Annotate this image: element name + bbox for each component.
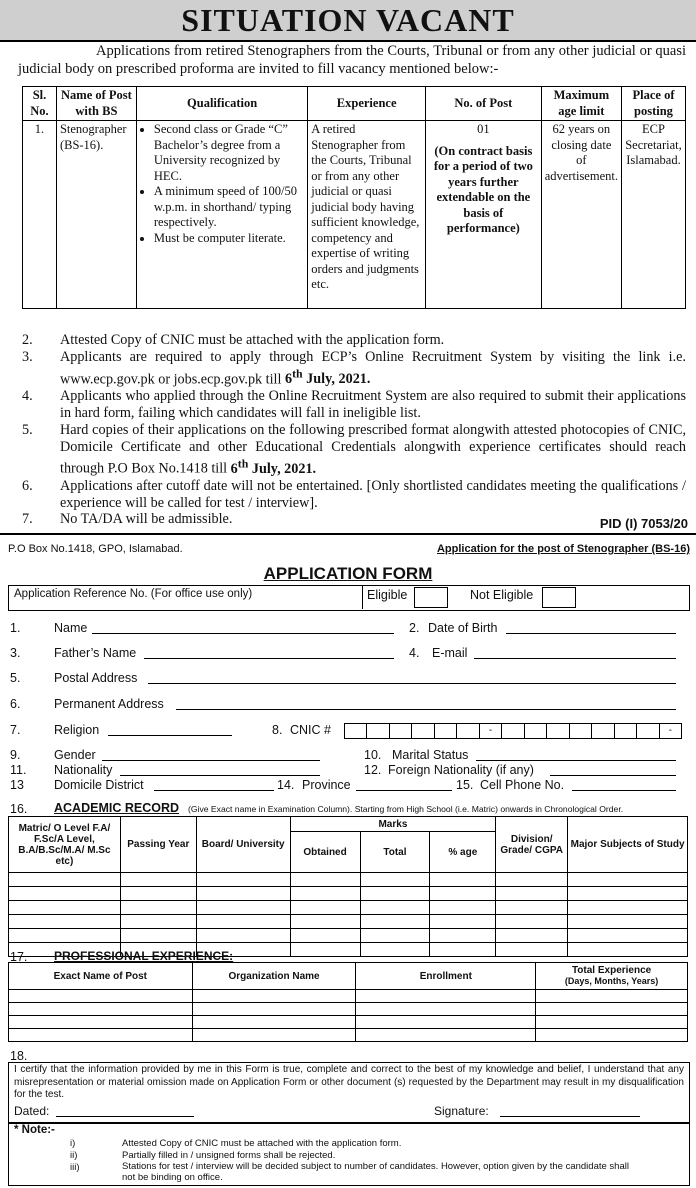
header-banner <box>0 0 696 42</box>
academic-cell[interactable] <box>360 901 430 915</box>
note-number: 6. <box>22 477 33 494</box>
academic-cell[interactable] <box>496 943 568 957</box>
professional-cell[interactable] <box>192 990 356 1003</box>
academic-cell[interactable] <box>196 887 290 901</box>
field-number: 14. <box>277 778 295 792</box>
professional-header-row <box>9 963 688 990</box>
signature-label: Signature: <box>434 1104 489 1118</box>
eligible-checkbox[interactable] <box>414 587 448 608</box>
academic-cell[interactable] <box>9 915 121 929</box>
academic-cell[interactable] <box>196 901 290 915</box>
academic-cell[interactable] <box>568 887 688 901</box>
academic-cell[interactable] <box>120 929 196 943</box>
academic-cell[interactable] <box>120 915 196 929</box>
professional-cell[interactable] <box>9 1003 193 1016</box>
field-number: 4. <box>409 646 420 660</box>
note-date: 6 <box>230 461 238 478</box>
dated-field[interactable] <box>56 1116 194 1117</box>
note-date: 6 <box>285 371 293 388</box>
cell-sl: 1. <box>23 121 57 309</box>
total-experience-sub: (Days, Months, Years) <box>564 976 659 986</box>
gender-label: Gender <box>54 748 96 762</box>
academic-cell[interactable] <box>120 873 196 887</box>
academic-cell[interactable] <box>290 943 360 957</box>
col-place: Place of posting <box>621 87 685 121</box>
cnic-digit-box[interactable] <box>615 723 637 739</box>
dob-field[interactable] <box>506 633 676 634</box>
note-text <box>60 422 686 478</box>
cnic-dash-box[interactable]: - <box>660 723 682 739</box>
cnic-digit-box[interactable] <box>525 723 547 739</box>
academic-cell[interactable] <box>360 943 430 957</box>
province-field[interactable] <box>356 790 452 791</box>
postal-address-label: Postal Address <box>54 671 138 685</box>
dated-label: Dated: <box>14 1104 50 1118</box>
col-experience: Experience <box>308 87 426 121</box>
cnic-digit-box[interactable] <box>592 723 614 739</box>
form-post-title: Application for the post of Stenographer (BS-16) <box>436 543 690 555</box>
field-number: 3. <box>10 646 21 660</box>
academic-cell[interactable] <box>430 915 496 929</box>
section-number: 16. <box>10 802 28 816</box>
cnic-digit-box[interactable] <box>435 723 457 739</box>
academic-cell[interactable] <box>120 887 196 901</box>
name-label: Name <box>54 621 88 635</box>
professional-row <box>9 1003 688 1016</box>
note-date-tail: July, 2021. <box>302 371 371 388</box>
cell-age-limit: 62 years on closing date of advertisement. <box>541 121 621 309</box>
academic-cell[interactable] <box>430 929 496 943</box>
cnic-digit-box[interactable] <box>547 723 569 739</box>
cnic-dash-box[interactable]: - <box>480 723 502 739</box>
field-number: 1. <box>10 621 21 635</box>
gender-field[interactable] <box>102 760 320 761</box>
cell-experience: A retired Stenographer from the Courts, Tribunal or from any other judicial or quasi judicial body having sufficient knowledge, competency and expertise of writing orders and judgments etc. <box>308 121 426 309</box>
cell-qualification <box>136 121 307 309</box>
form-title: APPLICATION FORM <box>263 564 433 583</box>
section-number: 18. <box>10 1049 28 1063</box>
permanent-address-field[interactable] <box>176 709 676 710</box>
col-qualification: Qualification <box>136 87 307 121</box>
page-title: SITUATION VACANT <box>181 2 515 38</box>
note-text: Applicants who applied through the Online Recruitment System are also required to submit their applications in hard form, failing which candidates will fall in ineligible list. <box>60 388 686 421</box>
footnote-number: ii) <box>70 1150 78 1161</box>
footnote-number: i) <box>70 1138 76 1149</box>
post-contract-note: (On contract basis for a period of two years further extendable on the basis of performance) <box>433 143 533 235</box>
field-number: 6. <box>10 697 21 711</box>
footnotes-label: * Note:- <box>14 1124 55 1136</box>
cnic-label: CNIC # <box>290 723 331 737</box>
cell-phone-label: Cell Phone No. <box>480 778 565 792</box>
professional-cell[interactable] <box>9 1016 193 1029</box>
footnote-text: Stations for test / interview will be decided subject to number of candidates. However, option given by the candidate shall not be binding on office. <box>122 1161 629 1183</box>
col-post-name: Exact Name of Post <box>9 963 193 990</box>
col-division: Division/ Grade/ CGPA <box>496 817 568 873</box>
field-number: 2. <box>409 621 420 635</box>
note-item <box>22 349 686 388</box>
col-total-experience <box>536 963 688 990</box>
religion-field[interactable] <box>108 735 232 736</box>
note-number: 7. <box>22 511 33 528</box>
foreign-nationality-field[interactable] <box>550 775 676 776</box>
note-item <box>22 422 686 478</box>
academic-cell[interactable] <box>360 929 430 943</box>
academic-cell[interactable] <box>430 901 496 915</box>
academic-cell[interactable] <box>9 887 121 901</box>
marital-status-label: Marital Status <box>392 748 469 762</box>
col-enrollment: Enrollment <box>356 963 536 990</box>
professional-table <box>8 962 688 1042</box>
section-number: 17. <box>10 950 28 964</box>
note-item <box>22 388 686 422</box>
professional-cell[interactable] <box>356 1029 536 1042</box>
col-exam: Matric/ O Level F.A/ F.Sc/A Level, B.A/B.Sc/M.A/ M.Sc etc) <box>9 817 121 873</box>
professional-row <box>9 1029 688 1042</box>
academic-cell[interactable] <box>196 873 290 887</box>
academic-row <box>9 901 688 915</box>
eligible-label: Eligible <box>367 588 408 602</box>
footnote-text: Attested Copy of CNIC must be attached with the application form. <box>122 1138 402 1149</box>
signature-field[interactable] <box>500 1116 640 1117</box>
professional-title: PROFESSIONAL EXPERIENCE: <box>54 949 234 963</box>
note-text: No TA/DA will be admissible. <box>60 511 233 528</box>
professional-cell[interactable] <box>536 1003 688 1016</box>
postal-address-field[interactable] <box>148 683 676 684</box>
cnic-digit-box[interactable] <box>390 723 412 739</box>
cnic-digit-box[interactable] <box>412 723 434 739</box>
section-divider <box>0 533 696 535</box>
academic-cell[interactable] <box>568 873 688 887</box>
notes-list <box>22 332 686 528</box>
col-obtained: Obtained <box>290 832 360 873</box>
certification-text: I certify that the information provided by me in this Form is true, complete and correct to the best of my knowledge and belief, I understand that any misrepresentation or material omission made on Application Form or other document (s) requested by the Department may result in my disqualification for the test. <box>14 1064 684 1100</box>
professional-cell[interactable] <box>536 1016 688 1029</box>
academic-note: (Give Exact name in Examination Column). Starting from High School (i.e. Matric) onwards in Chronological Order. <box>188 804 624 814</box>
academic-cell[interactable] <box>120 901 196 915</box>
professional-cell[interactable] <box>356 1003 536 1016</box>
col-total: Total <box>360 832 430 873</box>
col-organization: Organization Name <box>192 963 356 990</box>
name-field[interactable] <box>92 633 394 634</box>
academic-cell[interactable] <box>568 901 688 915</box>
intro-paragraph: Applications from retired Stenographers from the Courts, Tribunal or from any other judicial or quasi judicial body on prescribed proforma are invited to fill vacancy mentioned below:- <box>18 43 686 77</box>
vacancy-row <box>23 121 686 309</box>
note-body: Hard copies of their applications on the following prescribed format alongwith attested photocopies of CNIC, Domicile Certificate and other Educational Credentials alongwith experience certificates should reach through P.O Box No.1418 till <box>60 421 686 478</box>
note-text: Attested Copy of CNIC must be attached with the application form. <box>60 332 445 348</box>
domicile-label: Domicile District <box>54 778 144 792</box>
marital-status-field[interactable] <box>476 760 676 761</box>
father-name-label: Father’s Name <box>54 646 137 660</box>
professional-cell[interactable] <box>192 1003 356 1016</box>
not-eligible-checkbox[interactable] <box>542 587 576 608</box>
field-number: 9. <box>10 748 21 762</box>
post-count: 01 <box>477 122 490 136</box>
email-label: E-mail <box>432 646 468 660</box>
col-percentage: % age <box>430 832 496 873</box>
col-age-limit: Maximum age limit <box>541 87 621 121</box>
academic-cell[interactable] <box>496 915 568 929</box>
professional-cell[interactable] <box>356 1016 536 1029</box>
academic-cell[interactable] <box>496 887 568 901</box>
cnic-digit-box[interactable] <box>344 723 367 739</box>
field-number: 7. <box>10 723 21 737</box>
note-item <box>22 478 686 512</box>
permanent-address-label: Permanent Address <box>54 697 164 711</box>
note-number: 5. <box>22 421 33 438</box>
email-field[interactable] <box>474 658 676 659</box>
field-number: 13 <box>10 778 24 792</box>
reference-divider <box>362 585 363 609</box>
col-post: Name of Post with BS <box>56 87 136 121</box>
academic-cell[interactable] <box>290 929 360 943</box>
cnic-digit-box[interactable] <box>637 723 659 739</box>
academic-cell[interactable] <box>496 929 568 943</box>
professional-cell[interactable] <box>192 1029 356 1042</box>
field-number: 12. <box>364 763 382 777</box>
professional-cell[interactable] <box>192 1016 356 1029</box>
nationality-label: Nationality <box>54 763 113 777</box>
professional-cell[interactable] <box>536 990 688 1003</box>
cell-no-of-post <box>425 121 541 309</box>
academic-cell[interactable] <box>568 915 688 929</box>
academic-cell[interactable] <box>496 901 568 915</box>
religion-label: Religion <box>54 723 100 737</box>
province-label: Province <box>302 778 351 792</box>
academic-cell[interactable] <box>360 915 430 929</box>
note-number: 2. <box>22 332 33 348</box>
professional-cell[interactable] <box>9 1029 193 1042</box>
col-sl: Sl. No. <box>23 87 57 121</box>
academic-cell[interactable] <box>360 887 430 901</box>
academic-row <box>9 915 688 929</box>
academic-cell[interactable] <box>290 873 360 887</box>
note-item <box>22 511 686 528</box>
professional-row <box>9 1016 688 1029</box>
cnic-digit-box[interactable] <box>502 723 524 739</box>
pid-number: PID (I) 7053/20 <box>599 516 688 531</box>
qualification-item: • Must be computer literate. <box>154 231 304 247</box>
academic-cell[interactable] <box>9 901 121 915</box>
form-address: P.O Box No.1418, GPO, Islamabad. <box>8 543 183 555</box>
vacancy-table <box>22 86 686 309</box>
total-experience-label: Total Experience <box>571 965 652 976</box>
col-no-of-post: No. of Post <box>425 87 541 121</box>
cnic-digit-box[interactable] <box>367 723 389 739</box>
academic-cell[interactable] <box>360 873 430 887</box>
not-eligible-label: Not Eligible <box>470 588 534 602</box>
foreign-nationality-label: Foreign Nationality (if any) <box>388 763 534 777</box>
vacancy-header-row <box>23 87 686 121</box>
cell-post: Stenographer (BS-16). <box>56 121 136 309</box>
field-number: 10. <box>364 748 382 762</box>
reference-label: Application Reference No. (For office use only) <box>14 588 253 600</box>
field-number: 15. <box>456 778 474 792</box>
academic-cell[interactable] <box>568 929 688 943</box>
academic-cell[interactable] <box>430 943 496 957</box>
note-number: 4. <box>22 388 33 405</box>
academic-cell[interactable] <box>196 929 290 943</box>
academic-header-row <box>9 817 688 832</box>
academic-row <box>9 887 688 901</box>
cell-phone-field[interactable] <box>572 790 676 791</box>
col-subjects: Major Subjects of Study <box>568 817 688 873</box>
note-date-tail: July, 2021. <box>248 461 317 478</box>
domicile-field[interactable] <box>154 790 274 791</box>
note-date-suffix: th <box>237 456 249 471</box>
academic-row <box>9 929 688 943</box>
col-marks: Marks <box>290 817 496 832</box>
academic-cell[interactable] <box>9 873 121 887</box>
note-text: Applications after cutoff date will not be entertained. [Only shortlisted candidates meeting the qualifications / experience will be called for test / interview]. <box>60 477 686 511</box>
col-passing-year: Passing Year <box>120 817 196 873</box>
field-number: 8. <box>272 723 283 737</box>
father-name-field[interactable] <box>144 658 394 659</box>
academic-title: ACADEMIC RECORD <box>54 801 179 815</box>
academic-cell[interactable] <box>496 873 568 887</box>
note-number: 3. <box>22 348 33 365</box>
col-board: Board/ University <box>196 817 290 873</box>
professional-cell[interactable] <box>356 990 536 1003</box>
academic-table <box>8 816 688 957</box>
academic-cell[interactable] <box>568 943 688 957</box>
academic-cell[interactable] <box>430 873 496 887</box>
cnic-digit-box[interactable] <box>570 723 592 739</box>
academic-cell[interactable] <box>196 915 290 929</box>
qualification-item: • A minimum speed of 100/50 w.p.m. in shorthand/ typing respectively. <box>154 184 304 231</box>
field-number: 5. <box>10 671 21 685</box>
academic-row <box>9 873 688 887</box>
footnote-text: Partially filled in / unsigned forms shall be rejected. <box>122 1150 336 1161</box>
academic-cell[interactable] <box>290 901 360 915</box>
qualification-item: • Second class or Grade “C” Bachelor’s degree from a University recognized by HEC. <box>154 122 304 184</box>
professional-cell[interactable] <box>536 1029 688 1042</box>
professional-cell[interactable] <box>9 990 193 1003</box>
cnic-digit-box[interactable] <box>457 723 479 739</box>
note-date-suffix: th <box>292 366 303 381</box>
academic-cell[interactable] <box>290 915 360 929</box>
cell-place: ECP Secretariat, Islamabad. <box>621 121 685 309</box>
professional-row <box>9 990 688 1003</box>
footnote-number: iii) <box>70 1162 80 1173</box>
nationality-field[interactable] <box>120 775 320 776</box>
field-number: 11. <box>10 763 27 777</box>
note-item <box>22 332 686 349</box>
academic-cell[interactable] <box>9 929 121 943</box>
note-text <box>60 349 686 388</box>
academic-cell[interactable] <box>290 887 360 901</box>
cnic-boxes[interactable] <box>344 723 682 739</box>
dob-label: Date of Birth <box>428 621 498 635</box>
academic-cell[interactable] <box>430 887 496 901</box>
note-body: Applicants are required to apply through ECP’s Online Recruitment System by visiting the link i.e. www.ecp.gov.pk or jobs.ecp.gov.pk till <box>60 348 686 388</box>
